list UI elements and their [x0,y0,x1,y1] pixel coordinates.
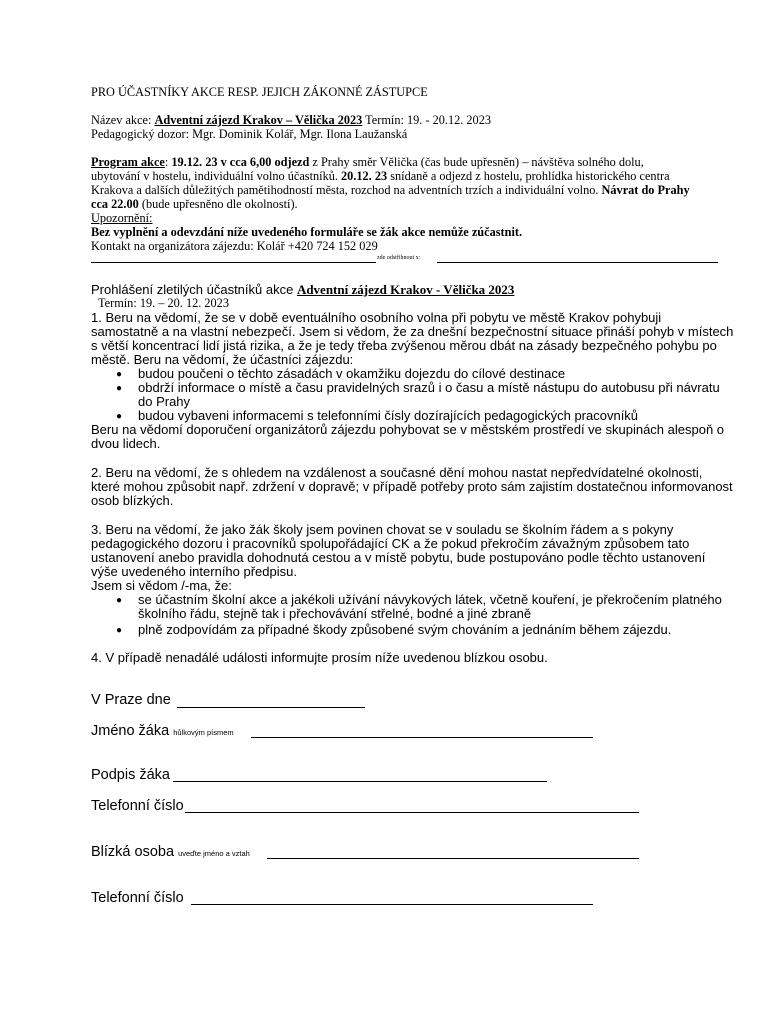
close-person-label [91,844,250,862]
paragraph-line: Jsem si vědom /-ma, že: [91,578,232,593]
student-name-label-text: Jméno žáka [91,723,170,739]
bullet-icon: ● [116,625,123,636]
declaration-event-name: Adventní zájezd Krakov - Vělička 2023 [296,282,515,297]
notice-label: Upozornění: [91,211,153,225]
paragraph-line: městě. Beru na vědomí, že účastníci zájezdu: [91,352,354,367]
declaration-term: Termín: 19. – 20. 12. 2023 [98,296,229,310]
contact-line: Kontakt na organizátora zájezdu: Kolář +420 724 152 029 [91,239,378,253]
signature-label: Podpis žáka [91,767,170,783]
notice-text: Bez vyplnění a odevzdání níže uvedeného formuláře se žák akce nemůže zúčastnit. [91,225,523,239]
paragraph-4: 4. V případě nenadálé události informujte prosím níže uvedenou blízkou osobu. [91,650,548,665]
phone-field-2[interactable] [191,904,593,905]
close-person-hint: uveďte jméno a vztah [178,849,250,858]
program-text: ubytování v hostelu, individuální volno účastníků. [91,169,342,183]
program-return: Návrat do Prahy [601,183,690,197]
close-person-field[interactable] [267,858,639,859]
list-item: se účastním školní akce a jakékoli užívání návykových látek, včetně kouření, je překročením platného [138,592,722,607]
bullet-icon: ● [116,411,123,422]
program-date-2: 20.12. 23 [341,169,388,183]
program-label: Program akce [91,155,165,169]
list-item: plně zodpovídám za případné škody způsobené svým chováním a jednáním během zájezdu. [138,622,672,637]
program-text: : [164,155,172,169]
list-item: budou vybaveni informacemi s telefonními čísly dozírajících pedagogických pracovníků [138,408,639,423]
paragraph-line: 2. Beru na vědomí, že s ohledem na vzdálenost a současné dění mohou nastat nepředvídatelné okolnosti, [91,465,703,480]
paragraph-line: 1. Beru na vědomí, že se v době eventuálního osobního volna při pobytu ve městě Krakov pohybuji [91,310,662,325]
declaration-title-text: Prohlášení zletilých účastníků akce [91,282,297,297]
event-name: Adventní zájezd Krakov – Vělička 2023 [154,113,363,127]
student-name-hint: hůlkovým písmem [173,728,234,737]
student-name-label [91,723,234,741]
program-line-1 [91,155,644,169]
paragraph-line: ustanovení anebo pravidla dohodnutá cestou a v místě pobytu, bude postupováno podle těchto ustanovení [91,550,706,565]
supervision-line: Pedagogický dozor: Mgr. Dominik Kolář, Mgr. Ilona Laužanská [91,127,408,141]
list-item-continuation: školního řádu, stejně tak i přechovávání střelné, bodné a jiné zbraně [138,606,532,621]
paragraph-line: samostatně a na vlastní nebezpečí. Jsem si vědom, že za dnešní bezpečnostní situace přináší pohyb v místech [91,324,734,339]
paragraph-line: 3. Beru na vědomí, že jako žák školy jsem povinen chovat se v souladu se školním řádem a s pokyny [91,522,674,537]
paragraph-line: pedagogického dozoru i pracovníků spolupořádající CK a že pokud překročím závažným způsobem tato [91,536,690,551]
phone-field-1[interactable] [185,812,639,813]
event-term: Termín: 19. - 20.12. 2023 [362,113,491,127]
place-date-label: V Praze dne [91,692,171,708]
paragraph-line: Beru na vědomí doporučení organizátorů zájezdu pohybovat se v městském prostředí ve skupinách alespoň o [91,422,725,437]
list-item: budou poučeni o těchto zásadách v okamžiku dojezdu do cílové destinace [138,366,566,381]
program-text: (bude upřesněno dle okolností). [138,197,298,211]
bullet-icon: ● [116,383,123,394]
cut-line-left [91,262,376,263]
list-item: obdrží informace o místě a času pravidelných srazů i o času a místě nástupu do autobusu při návratu [138,380,720,395]
program-text: Krakova a dalších důležitých pamětihodností města, rozchod na adventních trzích a individuální volno. [91,183,602,197]
program-text: z Prahy směr Vělička (čas bude upřesněn) – návštěva solného dolu, [309,155,644,169]
bullet-icon: ● [116,595,123,606]
paragraph-line: výše uvedeného interního předpisu. [91,564,297,579]
bullet-icon: ● [116,369,123,380]
paragraph-line: osob blízkých. [91,493,174,508]
program-line-4 [91,197,298,211]
event-label: Název akce: [91,113,152,127]
program-return-time: cca 22.00 [91,197,139,211]
close-person-label-text: Blízká osoba [91,844,175,860]
event-line [91,113,491,127]
document-title: PRO ÚČASTNÍKY AKCE RESP. JEJICH ZÁKONNÉ ZÁSTUPCE [91,85,428,99]
cut-line-right [437,262,718,263]
cut-line-label: zde odstřihnout x: [377,255,421,261]
paragraph-line: které mohou způsobit např. zdržení v dopravě; v případě potřeby proto sám zajistím dostatečnou informovanost [91,479,733,494]
paragraph-line: s větší koncentrací lidí jistá rizika, a že je tedy třeba zvýšenou měrou dbát na zásady bezpečného pohybu po [91,338,717,353]
program-date-1: 19.12. 23 v cca 6,00 odjezd [171,155,310,169]
place-date-field[interactable] [177,707,365,708]
program-text: snídaně a odjezd z hostelu, prohlídka historického centra [387,169,670,183]
student-name-field[interactable] [251,737,593,738]
list-item-continuation: do Prahy [138,394,191,409]
signature-field[interactable] [173,781,547,782]
program-line-2 [91,169,670,183]
phone-label-1: Telefonní číslo [91,798,184,814]
declaration-title [91,282,514,297]
phone-label-2: Telefonní číslo [91,890,184,906]
paragraph-line: dvou lidech. [91,436,161,451]
program-line-3 [91,183,690,197]
